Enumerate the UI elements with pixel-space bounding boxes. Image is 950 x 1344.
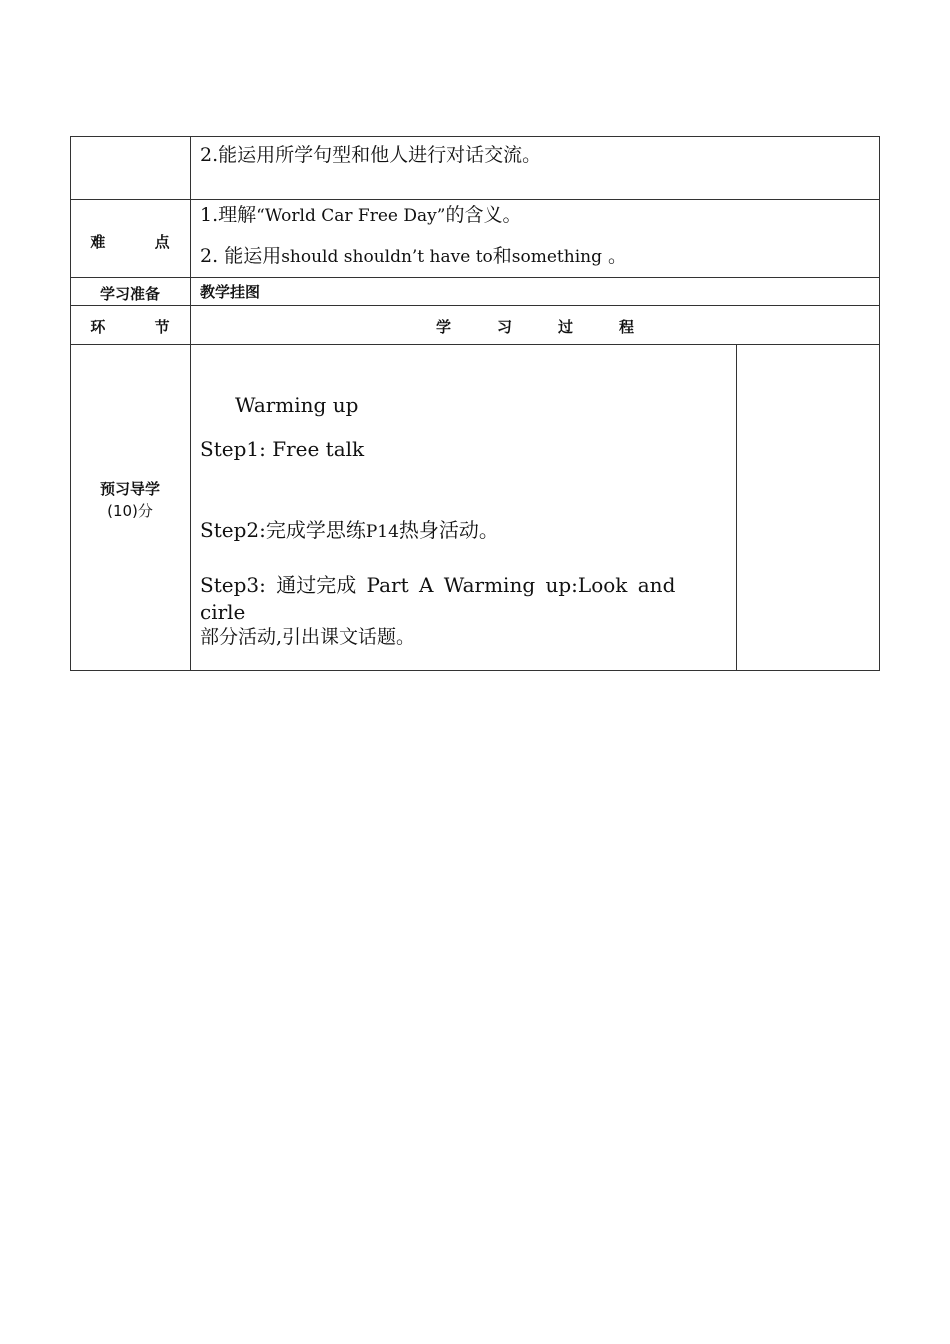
step-2-page: P14 [365, 522, 399, 542]
lesson-plan-table [70, 136, 880, 671]
preview-label: 预习导学 [99, 480, 160, 498]
preview-duration: (10)分 [107, 502, 153, 520]
preparation-label: 学习准备 [99, 285, 160, 303]
step-2-prefix: Step2: [200, 518, 266, 542]
row-divider-2 [70, 277, 880, 278]
difficulty-item-2-text-b: 和 [492, 245, 512, 267]
row-divider-3 [70, 305, 880, 306]
step-2 [200, 518, 499, 544]
difficulty-item-2-number: 2. [200, 245, 219, 267]
step-3-line-3: 部分活动,引出课文话题。 [200, 626, 416, 648]
notes-cell [737, 345, 879, 670]
table-border-bottom [70, 670, 880, 671]
difficulty-item-2-period: 。 [608, 245, 628, 267]
preparation-value: 教学挂图 [200, 283, 261, 301]
difficulty-item-1 [200, 204, 521, 227]
label-column-divider [190, 136, 191, 671]
warming-up-heading: Warming up [235, 393, 359, 417]
step-3-line-2: cirle [200, 600, 246, 624]
process-header: 学习过程 [435, 318, 680, 336]
step-1: Step1: Free talk [200, 437, 365, 461]
objective-item-2: 2.能运用所学句型和他人进行对话交流。 [200, 144, 542, 166]
row-divider-1 [70, 199, 880, 200]
difficulty-item-1-number: 1. [200, 204, 219, 226]
difficulty-item-2-text-a: 能运用 [224, 245, 282, 267]
step-2-text-b: 热身活动。 [398, 518, 499, 542]
section-label: 环 节 [90, 318, 192, 336]
difficulty-item-1-text-a: 理解 [218, 204, 257, 226]
difficulty-item-2-word: something [511, 247, 602, 267]
table-border-top [70, 136, 880, 137]
difficulty-label: 难 点 [90, 233, 192, 251]
difficulty-item-2-phrase: should shouldn’t have to [281, 247, 493, 267]
difficulty-item-1-quote: “World Car Free Day” [256, 206, 446, 226]
table-border-left [70, 136, 71, 671]
step-2-text-a: 完成学思练 [265, 518, 366, 542]
table-border-right [879, 136, 880, 671]
step-3-line-1: Step3: 通过完成 Part A Warming up:Look and [200, 573, 676, 597]
difficulty-item-2 [200, 245, 627, 268]
difficulty-item-1-text-b: 的含义。 [445, 204, 522, 226]
